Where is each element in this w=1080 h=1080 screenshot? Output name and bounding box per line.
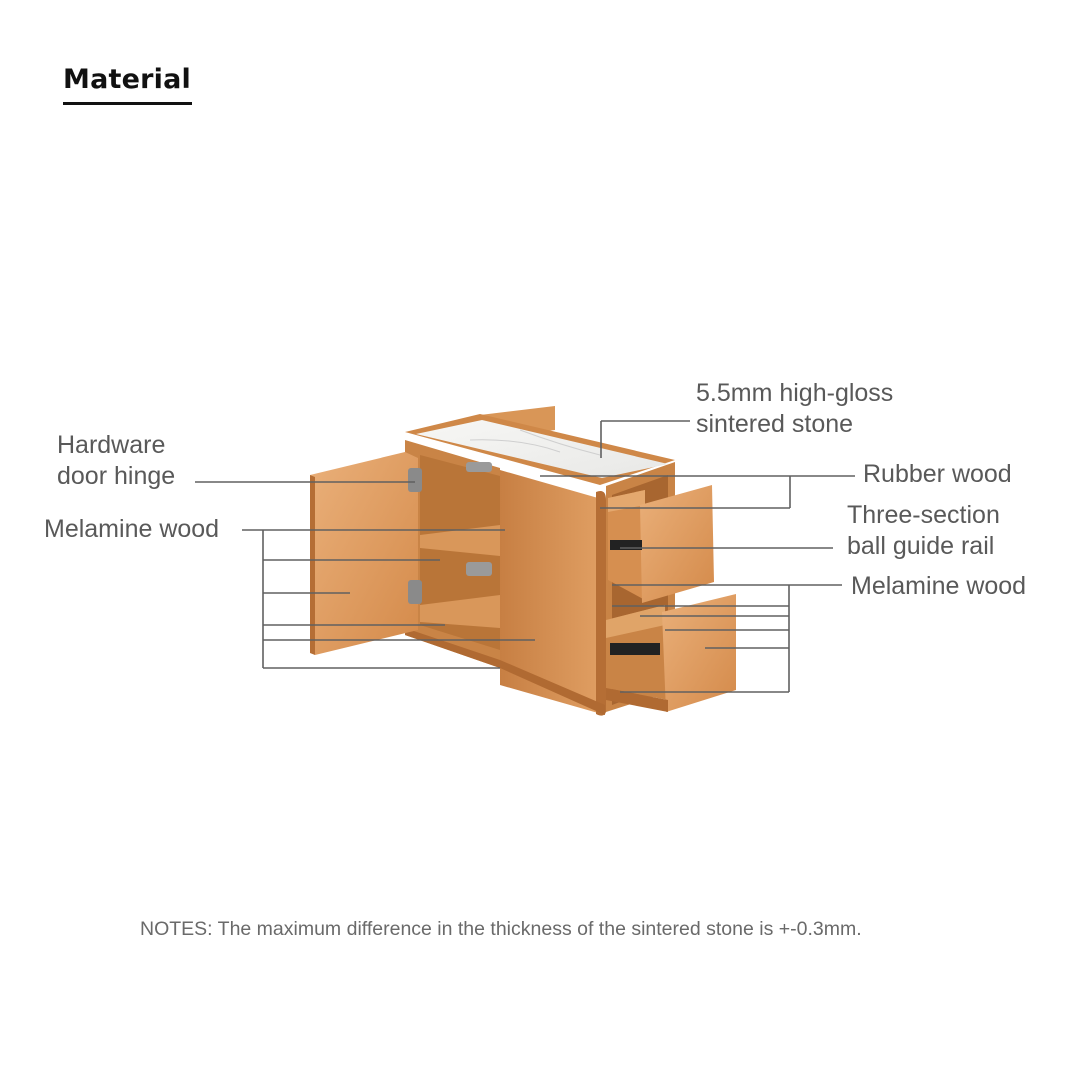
callout-ball-guide-rail: Three-section ball guide rail (847, 501, 1000, 560)
hinge-top (408, 468, 422, 492)
callout-melamine-wood-right: Melamine wood (851, 572, 1027, 600)
callout-sintered-stone: 5.5mm high-gloss sintered stone (696, 379, 894, 438)
hinge-bottom (408, 580, 422, 604)
notes-text: NOTES: The maximum difference in the thickness of the sintered stone is +-0.3mm. (140, 918, 862, 940)
section-heading: Material (63, 64, 191, 95)
callout-melamine-wood-left: Melamine wood (44, 515, 220, 543)
callout-hardware-door-hinge: Hardware door hinge (57, 431, 176, 490)
front-panel (500, 470, 605, 715)
callout-rubber-wood: Rubber wood (863, 460, 1012, 488)
